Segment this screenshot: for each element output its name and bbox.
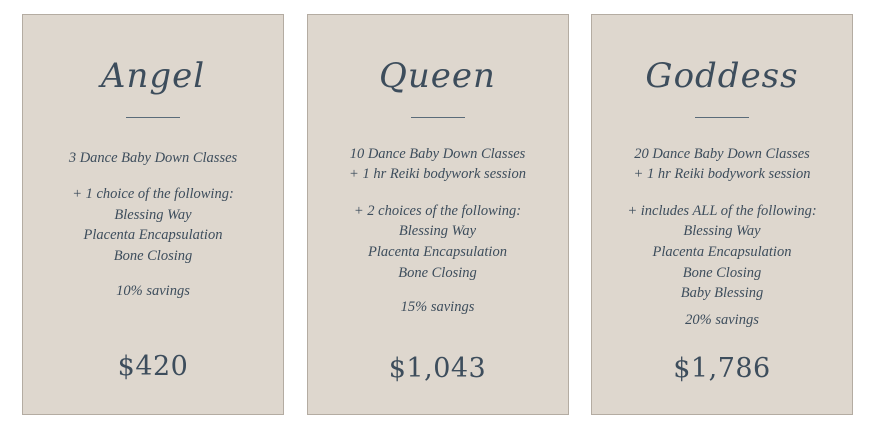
title-divider [695,117,749,118]
card-body [318,144,558,353]
classes-line: 20 Dance Baby Down Classes [634,145,810,162]
option-item: Placenta Encapsulation [652,244,792,260]
choice-group [318,201,558,283]
option-item: Blessing Way [398,223,477,240]
option-item: Bone Closing [682,264,762,281]
choice-header: + includes ALL of the following: [627,202,817,219]
card-body [33,148,273,351]
card-body [602,144,842,353]
classes-line: 3 Dance Baby Down Classes [68,149,238,166]
reiki-line: + 1 hr Reiki bodywork session [349,166,526,183]
title-divider [411,117,465,118]
choice-header: + 1 choice of the following: [72,186,234,203]
savings-text: 20% savings [685,311,759,328]
tier-title: Angel [100,56,206,96]
option-item: Bone Closing [113,248,193,264]
choice-group [33,184,273,266]
title-divider [126,117,180,118]
option-item: Baby Blessing [680,285,764,302]
price-amount: $1,786 [673,353,771,384]
savings-text: 15% savings [400,299,475,316]
pricing-card-goddess[interactable] [591,14,853,415]
pricing-card-angel[interactable] [22,14,284,415]
price-amount: $1,043 [388,353,487,384]
option-item: Bone Closing [398,264,477,281]
pricing-card-queen[interactable] [307,14,569,415]
choice-header: + 2 choices of the following: [353,202,522,219]
reiki-line: + 1 hr Reiki bodywork session [633,166,811,183]
price-amount: $420 [117,351,189,382]
option-item: Placenta Encapsulation [83,227,223,244]
tier-title: Queen [379,56,496,96]
classes-line: 10 Dance Baby Down Classes [349,145,526,162]
tier-title: Goddess [645,56,799,96]
option-item: Blessing Way [114,206,192,223]
option-item: Blessing Way [683,223,761,240]
choice-group [602,201,842,304]
savings-text: 10% savings [116,282,190,299]
option-item: Placenta Encapsulation [368,244,507,260]
